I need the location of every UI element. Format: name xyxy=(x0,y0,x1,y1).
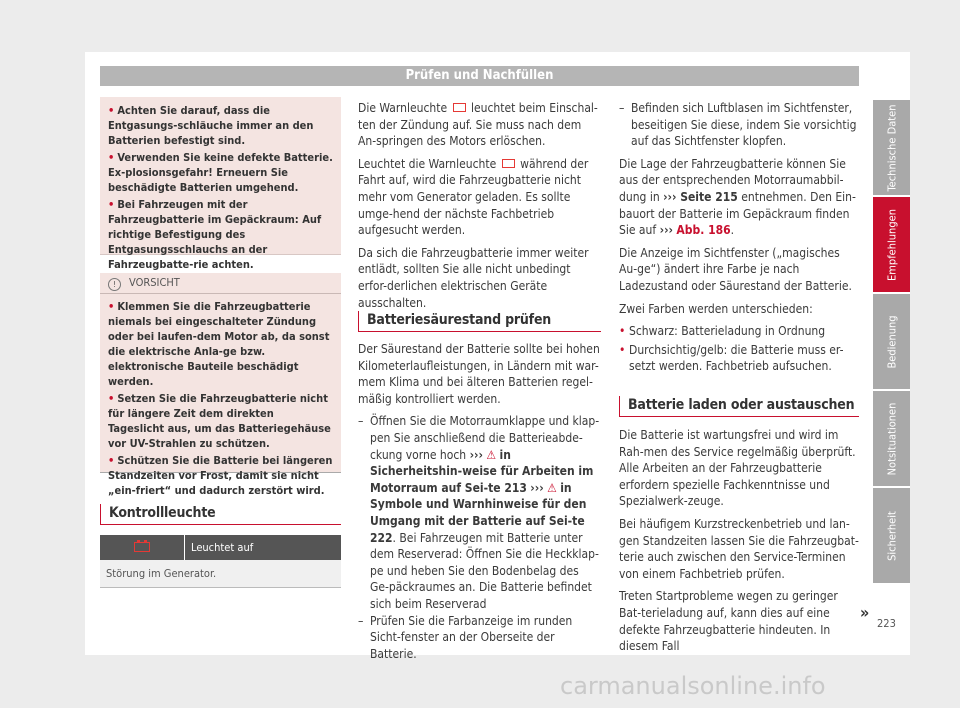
section-title-saeurestand: Batteriesäurestand prüfen xyxy=(367,312,552,328)
table-row: Störung im Generator. xyxy=(100,560,341,588)
section-underline xyxy=(619,416,859,417)
column-middle-lower xyxy=(358,341,601,662)
paragraph: Bei häufigem Kurzstreckenbetrieb und lan-gen Standzeiten lassen Sie die Fahrzeugbat-terie auch zwischen den Service-Terminen von einem Fachbetrieb prüfen. xyxy=(619,516,859,581)
warning-item: • Bei Fahrzeugen mit der Fahrzeugbatterie im Gepäckraum: Auf richtige Befestigung des Entgasungsschlauchs an der Fahrzeugbatte-rie achten. xyxy=(108,198,322,271)
column-middle xyxy=(358,100,601,317)
continue-arrow-icon: » xyxy=(860,603,870,622)
bullet-icon: • xyxy=(108,300,115,313)
icon-column xyxy=(100,535,185,560)
watermark: carmanualsonline.info xyxy=(560,672,826,700)
caution-header: ! VORSICHT xyxy=(100,273,341,294)
bullet-icon: • xyxy=(108,454,115,467)
indicator-table-header xyxy=(100,535,341,560)
caution-item: • Setzen Sie die Fahrzeugbatterie nicht für längere Zeit dem direkten Tageslicht aus, um das Batteriegehäuse vor UV-Strahlen zu schützen. xyxy=(108,392,331,450)
warning-item: • Verwenden Sie keine defekte Batterie. Ex-plosionsgefahr! Erneuern Sie beschädigte Batterien umgehend. xyxy=(108,151,333,194)
caution-box xyxy=(100,273,341,497)
caution-item: • Klemmen Sie die Fahrzeugbatterie niemals bei eingeschalteter Zündung oder bei laufen-dem Motor ab, da sonst die elektrische Anla-ge bzw. elektronische Bauteile beschädigt werden. xyxy=(108,300,330,388)
paragraph: Die Warnleuchte leuchtet beim Einschal-ten der Zündung auf. Sie muss nach dem An-springen des Motors erlöschen. xyxy=(358,101,598,149)
paragraph: Zwei Farben werden unterschieden: xyxy=(619,301,813,316)
section-underline xyxy=(100,524,341,525)
section-marker xyxy=(358,311,359,331)
section-marker xyxy=(619,396,620,416)
battery-icon xyxy=(502,159,515,168)
tab-empfehlungen[interactable]: Empfehlungen xyxy=(873,197,910,292)
paragraph: Treten Startprobleme wegen zu geringer Bat-terieladung auf, kann dies auf eine defekte Fahrzeugbatterie hindeuten. In diesem Fall xyxy=(619,589,838,654)
section-title-kontrollleuchte: Kontrollleuchte xyxy=(109,505,216,521)
page-link[interactable]: ››› Seite 215 xyxy=(663,189,738,204)
column-header: Leuchtet auf xyxy=(191,541,254,554)
column-right-lower xyxy=(619,427,859,661)
battery-icon xyxy=(134,542,150,552)
bullet-icon: • xyxy=(108,198,115,211)
paragraph: Leuchtet die Warnleuchte während der Fahrt auf, wird die Fahrzeugbatterie nicht mehr vom Generator geladen. Es sollte umge-hend der nächste Fachbetrieb aufgesucht werden. xyxy=(358,156,589,238)
section-marker xyxy=(100,504,101,524)
warning-triangle-icon: ⚠ xyxy=(547,480,557,495)
paragraph: Da sich die Fahrzeugbatterie immer weiter entlädt, sollten Sie alle nicht unbedingt erfor-derlichen elektrischen Geräte ausschalten. xyxy=(358,245,589,310)
caution-item: • Schützen Sie die Batterie bei längeren Standzeiten vor Frost, damit sie nicht „ein-friert“ und dadurch zerstört wird. xyxy=(108,454,333,497)
paragraph: Die Anzeige im Sichtfenster („magisches Au-ge“) ändert ihre Farbe je nach Ladezustand oder Säurestand der Batterie. xyxy=(619,245,852,293)
section-underline xyxy=(358,331,601,332)
figure-link[interactable]: Abb. 186 xyxy=(676,223,731,238)
paragraph: Der Säurestand der Batterie sollte bei hohen Kilometerlaufleistungen, in Ländern mit war-mem Klima und bei älteren Batterien regel-mäßig kontrolliert werden. xyxy=(358,342,600,406)
tab-technische-daten[interactable]: Technische Daten xyxy=(873,100,910,195)
tab-sicherheit[interactable]: Sicherheit xyxy=(873,488,910,583)
page-number: 223 xyxy=(877,617,896,630)
tab-notsituationen[interactable]: Notsituationen xyxy=(873,391,910,486)
list-item: • Schwarz: Batterieladung in Ordnung xyxy=(619,323,859,340)
section-title-batterie-laden: Batterie laden oder austauschen xyxy=(628,397,855,413)
page-header: Prüfen und Nachfüllen xyxy=(100,66,859,86)
warning-box xyxy=(100,97,341,271)
paragraph: Die Batterie ist wartungsfrei und wird im Rah-men des Service regelmäßig überprüft. Alle Arbeiten an der Fahrzeugbatterie erfordern spezielle Fachkenntnisse und Spezialwerk-zeuge. xyxy=(619,428,856,509)
battery-icon xyxy=(453,103,466,112)
bullet-icon: • xyxy=(108,151,115,164)
list-item: • Durchsichtig/gelb: die Batterie muss er-setzt werden. Fachbetrieb aufsuchen. xyxy=(619,342,859,375)
bullet-icon: • xyxy=(108,392,115,405)
warning-item: • Achten Sie darauf, dass die Entgasungs-schläuche immer an den Batterien befestigt sind. xyxy=(108,104,314,147)
tab-bedienung[interactable]: Bedienung xyxy=(873,294,910,389)
list-item: – Befinden sich Luftblasen im Sichtfenster, beseitigen Sie diese, indem Sie vorsichtig auf das Sichtfenster klopfen. xyxy=(619,100,859,150)
warning-triangle-icon: ⚠ xyxy=(486,447,497,462)
info-circle-icon: ! xyxy=(108,278,121,291)
list-item: – Prüfen Sie die Farbanzeige im runden Sicht-fenster an der Oberseite der Batterie. xyxy=(358,613,601,663)
bullet-icon: • xyxy=(108,104,115,117)
column-right xyxy=(619,100,859,375)
list-item: – Öffnen Sie die Motorraumklappe und klap-pen Sie anschließend die Batterieabde-ckung vorne hoch ››› ⚠ in Sicherheitshin-weise für Arbeiten im Motorraum auf Sei-te 213 ››› ⚠ in Symbole und Warnhinweise für den Umgang mit der Batterie auf Sei-te 222. Bei Fahrzeugen mit Batterie unter dem Reserverad: Öffnen Sie die Heckklap-pe und heben Sie den Bodenbelag des Ge-päckraumes an. Die Batterie befindet sich beim Reserverad xyxy=(358,413,601,612)
paragraph: Die Lage der Fahrzeugbatterie können Sie aus der entsprechenden Motorraumabbil-dung in ››› Seite 215 entnehmen. Den Ein-bauort der Batterie im Gepäckraum finden Sie auf ››› Abb. 186. xyxy=(619,156,856,238)
